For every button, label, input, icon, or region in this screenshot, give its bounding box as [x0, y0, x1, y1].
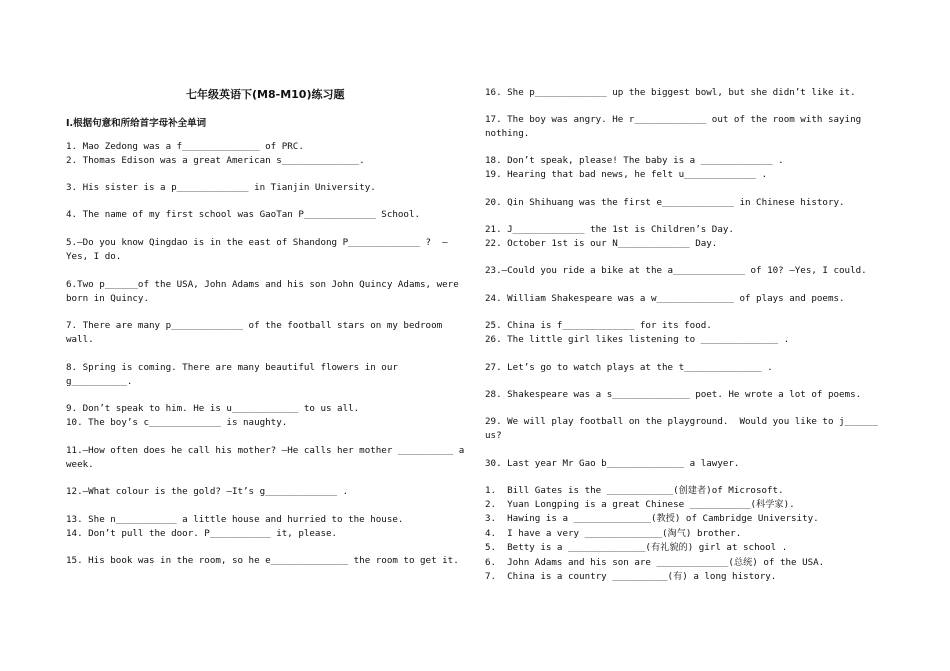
question-item: 13. She n___________ a little house and hurried to the house. [66, 514, 404, 525]
question-item: 1. Mao Zedong was a f______________ of PRC. [66, 141, 304, 152]
translation-item: 6. John Adams and his son are _____________(总统) of the USA. [485, 557, 825, 568]
question-item: 19. Hearing that bad news, he felt u_____________ . [485, 169, 768, 180]
section-heading: I.根据句意和所给首字母补全单词 [66, 118, 207, 129]
question-item: 20. Qin Shihuang was the first e_____________ in Chinese history. [485, 197, 845, 208]
question-item: 29. We will play football on the playground. Would you like to j______ us? [485, 416, 884, 441]
question-item: 8. Spring is coming. There are many beautiful flowers in our g__________. [66, 362, 404, 387]
question-item: 21. J_____________ the 1st is Children’s Day. [485, 224, 734, 235]
translation-item: 2. Yuan Longping is a great Chinese ___________(科学家). [485, 499, 795, 510]
translation-item: 3. Hawing is a ______________(教授) of Cambridge University. [485, 513, 819, 524]
translation-item: 5. Betty is a ______________(有礼貌的) girl at school . [485, 542, 788, 553]
translation-item: 4. I have a very ______________(淘气) brother. [485, 528, 742, 539]
question-item: 17. The boy was angry. He r_____________ out of the room with saying nothing. [485, 114, 867, 139]
question-item: 27. Let’s go to watch plays at the t______________ . [485, 362, 773, 373]
question-item: 22. October 1st is our N_____________ Day. [485, 238, 718, 249]
question-item: 12.—What colour is the gold? —It’s g_____________ . [66, 486, 349, 497]
question-item: 6.Two p______of the USA, John Adams and his son John Quincy Adams, were born in Quincy. [66, 279, 465, 304]
question-item: 26. The little girl likes listening to ______________ . [485, 334, 790, 345]
translation-item: 7. China is a country __________(有) a long history. [485, 571, 777, 582]
question-item: 11.—How often does he call his mother? —He calls her mother __________ a week. [66, 445, 470, 470]
question-item: 15. His book was in the room, so he e______________ the room to get it. [66, 555, 459, 566]
question-item: 16. She p_____________ up the biggest bowl, but she didn’t like it. [485, 87, 856, 98]
question-item: 14. Don’t pull the door. P___________ it, please. [66, 528, 338, 539]
question-item: 2. Thomas Edison was a great American s______________. [66, 155, 365, 166]
question-item: 5.—Do you know Qingdao is in the east of Shandong P_____________ ? —Yes, I do. [66, 237, 448, 262]
question-item: 30. Last year Mr Gao b______________ a lawyer. [485, 458, 740, 469]
question-item: 28. Shakespeare was a s______________ poet. He wrote a lot of poems. [485, 389, 862, 400]
question-item: 24. William Shakespeare was a w______________ of plays and poems. [485, 293, 845, 304]
question-item: 18. Don’t speak, please! The baby is a _____________ . [485, 155, 784, 166]
question-item: 7. There are many p_____________ of the football stars on my bedroom wall. [66, 320, 448, 345]
question-item: 3. His sister is a p_____________ in Tianjin University. [66, 182, 376, 193]
question-item: 25. China is f_____________ for its food. [485, 320, 712, 331]
worksheet-title: 七年级英语下(M8-M10)练习题 [186, 88, 345, 101]
translation-item: 1. Bill Gates is the ____________(创建者)of Microsoft. [485, 485, 784, 496]
question-item: 9. Don’t speak to him. He is u____________ to us all. [66, 403, 360, 414]
question-item: 4. The name of my first school was GaoTan P_____________ School. [66, 209, 421, 220]
question-item: 10. The boy’s c_____________ is naughty. [66, 417, 288, 428]
question-item: 23.—Could you ride a bike at the a_____________ of 10? —Yes, I could. [485, 265, 867, 276]
